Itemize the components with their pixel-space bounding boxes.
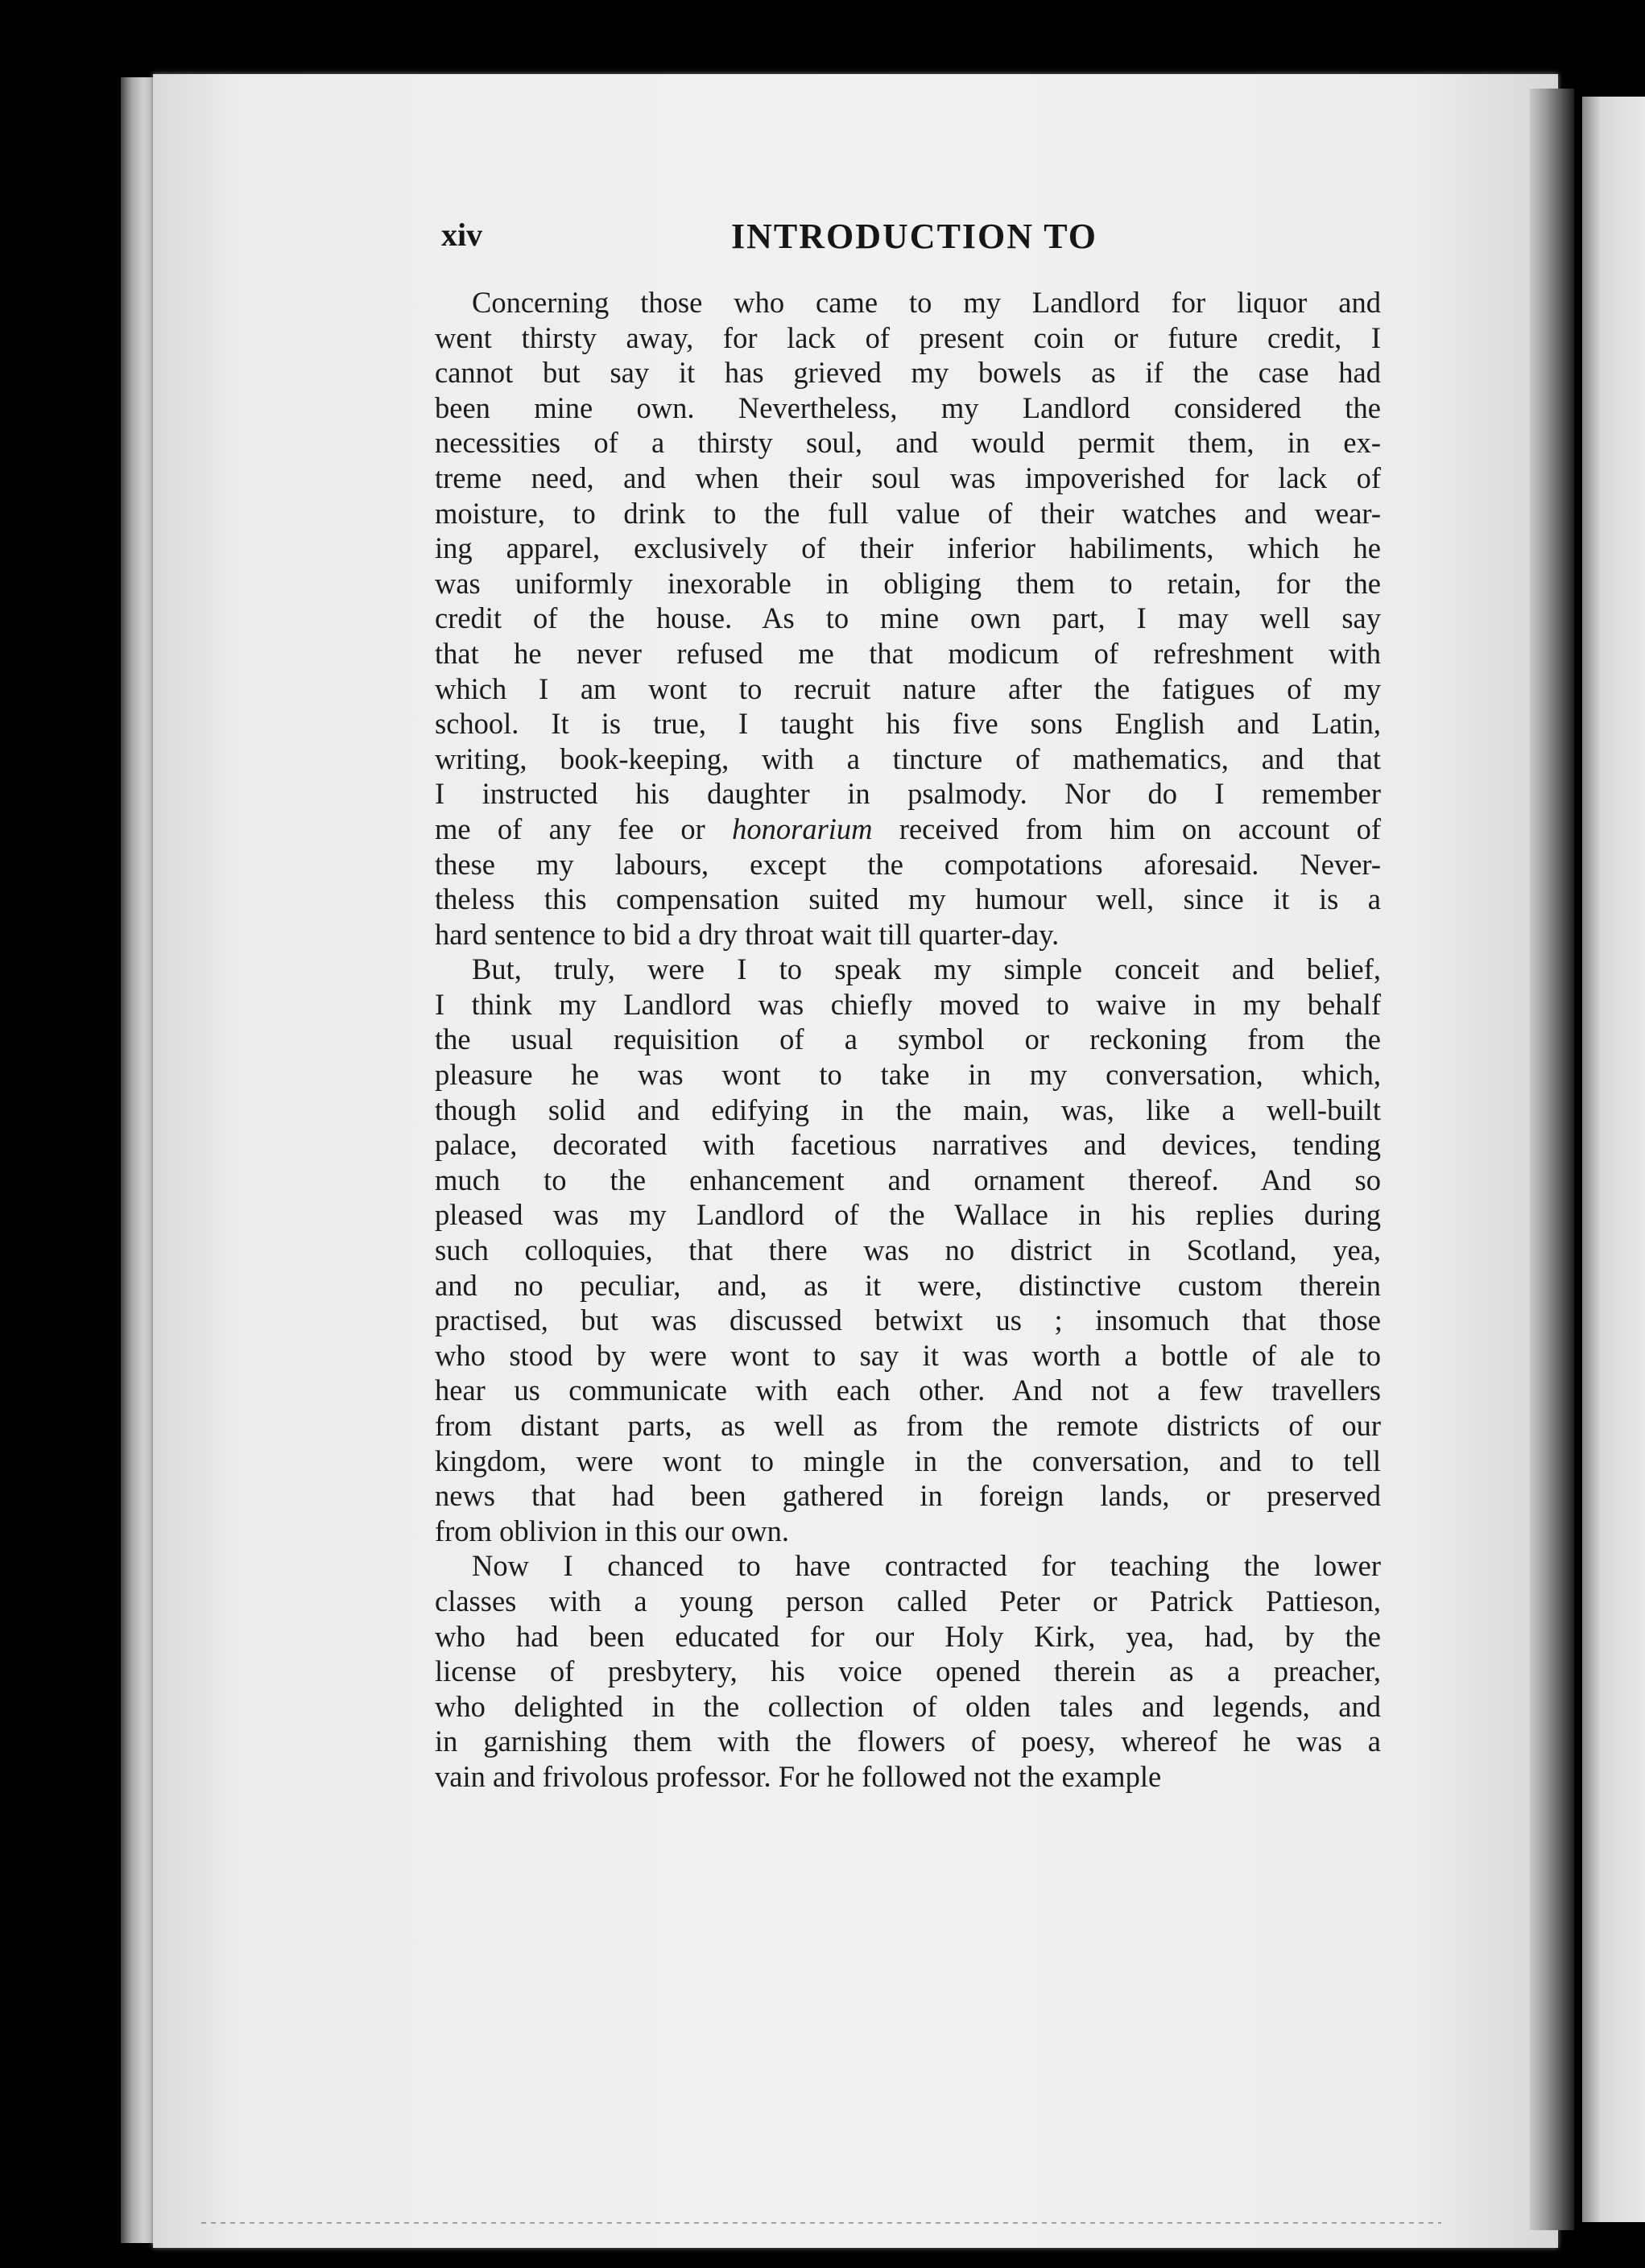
text-line: though solid and edifying in the main, was, like a well-built — [435, 1093, 1381, 1126]
text-line: practised, but was discussed betwixt us ; insomuch that those — [435, 1303, 1381, 1337]
text-line: hear us communicate with each other. And not a few travellers — [435, 1374, 1381, 1407]
text-line: pleasure he was wont to take in my conversation, which, — [435, 1058, 1381, 1092]
page-header — [441, 216, 1488, 272]
text-line: hard sentence to bid a dry throat wait till quarter-day. — [435, 917, 1060, 951]
text-line: that he never refused me that modicum of refreshment with — [435, 636, 1381, 670]
text-line: went thirsty away, for lack of present coin or future credit, I — [435, 320, 1381, 354]
text-line: theless this compensation suited my humour well, since it is a — [435, 882, 1381, 916]
text-line: treme need, and when their soul was impoverished for lack of — [435, 461, 1381, 494]
text-line: the usual requisition of a symbol or reckoning from the — [435, 1022, 1381, 1056]
text-line: license of presbytery, his voice opened therein as a preacher, — [435, 1655, 1381, 1688]
text-line: I instructed his daughter in psalmody. Nor do I remember — [435, 777, 1381, 811]
text-line: moisture, to drink to the full value of their watches and wear- — [435, 496, 1381, 530]
text-line: who delighted in the collection of olden tales and legends, and — [435, 1689, 1381, 1723]
text-line: from oblivion in this our own. — [435, 1514, 790, 1547]
text-line: much to the enhancement and ornament thereof. And so — [435, 1163, 1381, 1196]
text-line: writing, book-keeping, with a tincture of mathematics, and that — [435, 742, 1381, 775]
text-line: in garnishing them with the flowers of poesy, whereof he was a — [435, 1725, 1381, 1758]
body-text — [435, 285, 1381, 1795]
text-line: school. It is true, I taught his five sons English and Latin, — [435, 707, 1381, 741]
paragraph — [435, 1548, 1381, 1794]
next-page-edge — [1582, 97, 1645, 2222]
text-line: which I am wont to recruit nature after the fatigues of my — [435, 671, 1381, 705]
text-line: pleased was my Landlord of the Wallace in his replies during — [435, 1198, 1381, 1232]
paragraph — [435, 285, 1381, 952]
text-line: from distant parts, as well as from the remote districts of our — [435, 1409, 1381, 1442]
text-line: Now I chanced to have contracted for teaching the lower — [472, 1549, 1381, 1583]
text-line: cannot but say it has grieved my bowels as if the case had — [435, 356, 1381, 390]
text-line: kingdom, were wont to mingle in the conversation, and to tell — [435, 1444, 1381, 1477]
text-line: been mine own. Nevertheless, my Landlord considered the — [435, 390, 1381, 424]
text-line: necessities of a thirsty soul, and would permit them, in ex- — [435, 426, 1381, 460]
paragraph — [435, 952, 1381, 1548]
text-line: vain and frivolous professor. For he followed not the example — [435, 1759, 1162, 1793]
text-line: who had been educated for our Holy Kirk, yea, had, by the — [435, 1619, 1381, 1653]
running-title: INTRODUCTION TO — [731, 217, 1098, 256]
text-line: ing apparel, exclusively of their inferior habiliments, which he — [435, 531, 1381, 565]
text-line: credit of the house. As to mine own part, I may well say — [435, 601, 1381, 635]
text-line: Concerning those who came to my Landlord for liquor and — [472, 286, 1381, 319]
text-line: I think my Landlord was chiefly moved to waive in my behalf — [435, 987, 1381, 1021]
text-line: these my labours, except the compotations aforesaid. Never- — [435, 847, 1381, 881]
book-gutter — [1530, 89, 1574, 2230]
text-line: But, truly, were I to speak my simple conceit and belief, — [472, 952, 1381, 986]
text-line: classes with a young person called Peter or Patrick Pattieson, — [435, 1584, 1381, 1617]
text-line: news that had been gathered in foreign lands, or preserved — [435, 1479, 1381, 1513]
text-line: who stood by were wont to say it was worth a bottle of ale to — [435, 1338, 1381, 1372]
text-line: such colloquies, that there was no district in Scotland, yea, — [435, 1233, 1381, 1267]
page-bottom-edge — [201, 2222, 1441, 2224]
text-line: was uniformly inexorable in obliging them to retain, for the — [435, 566, 1381, 600]
text-line: me of any fee or honorarium received from him on account of — [435, 812, 1381, 845]
text-line: palace, decorated with facetious narratives and devices, tending — [435, 1128, 1381, 1162]
text-line: and no peculiar, and, as it were, distinctive custom therein — [435, 1268, 1381, 1302]
page-number: xiv — [441, 217, 483, 253]
